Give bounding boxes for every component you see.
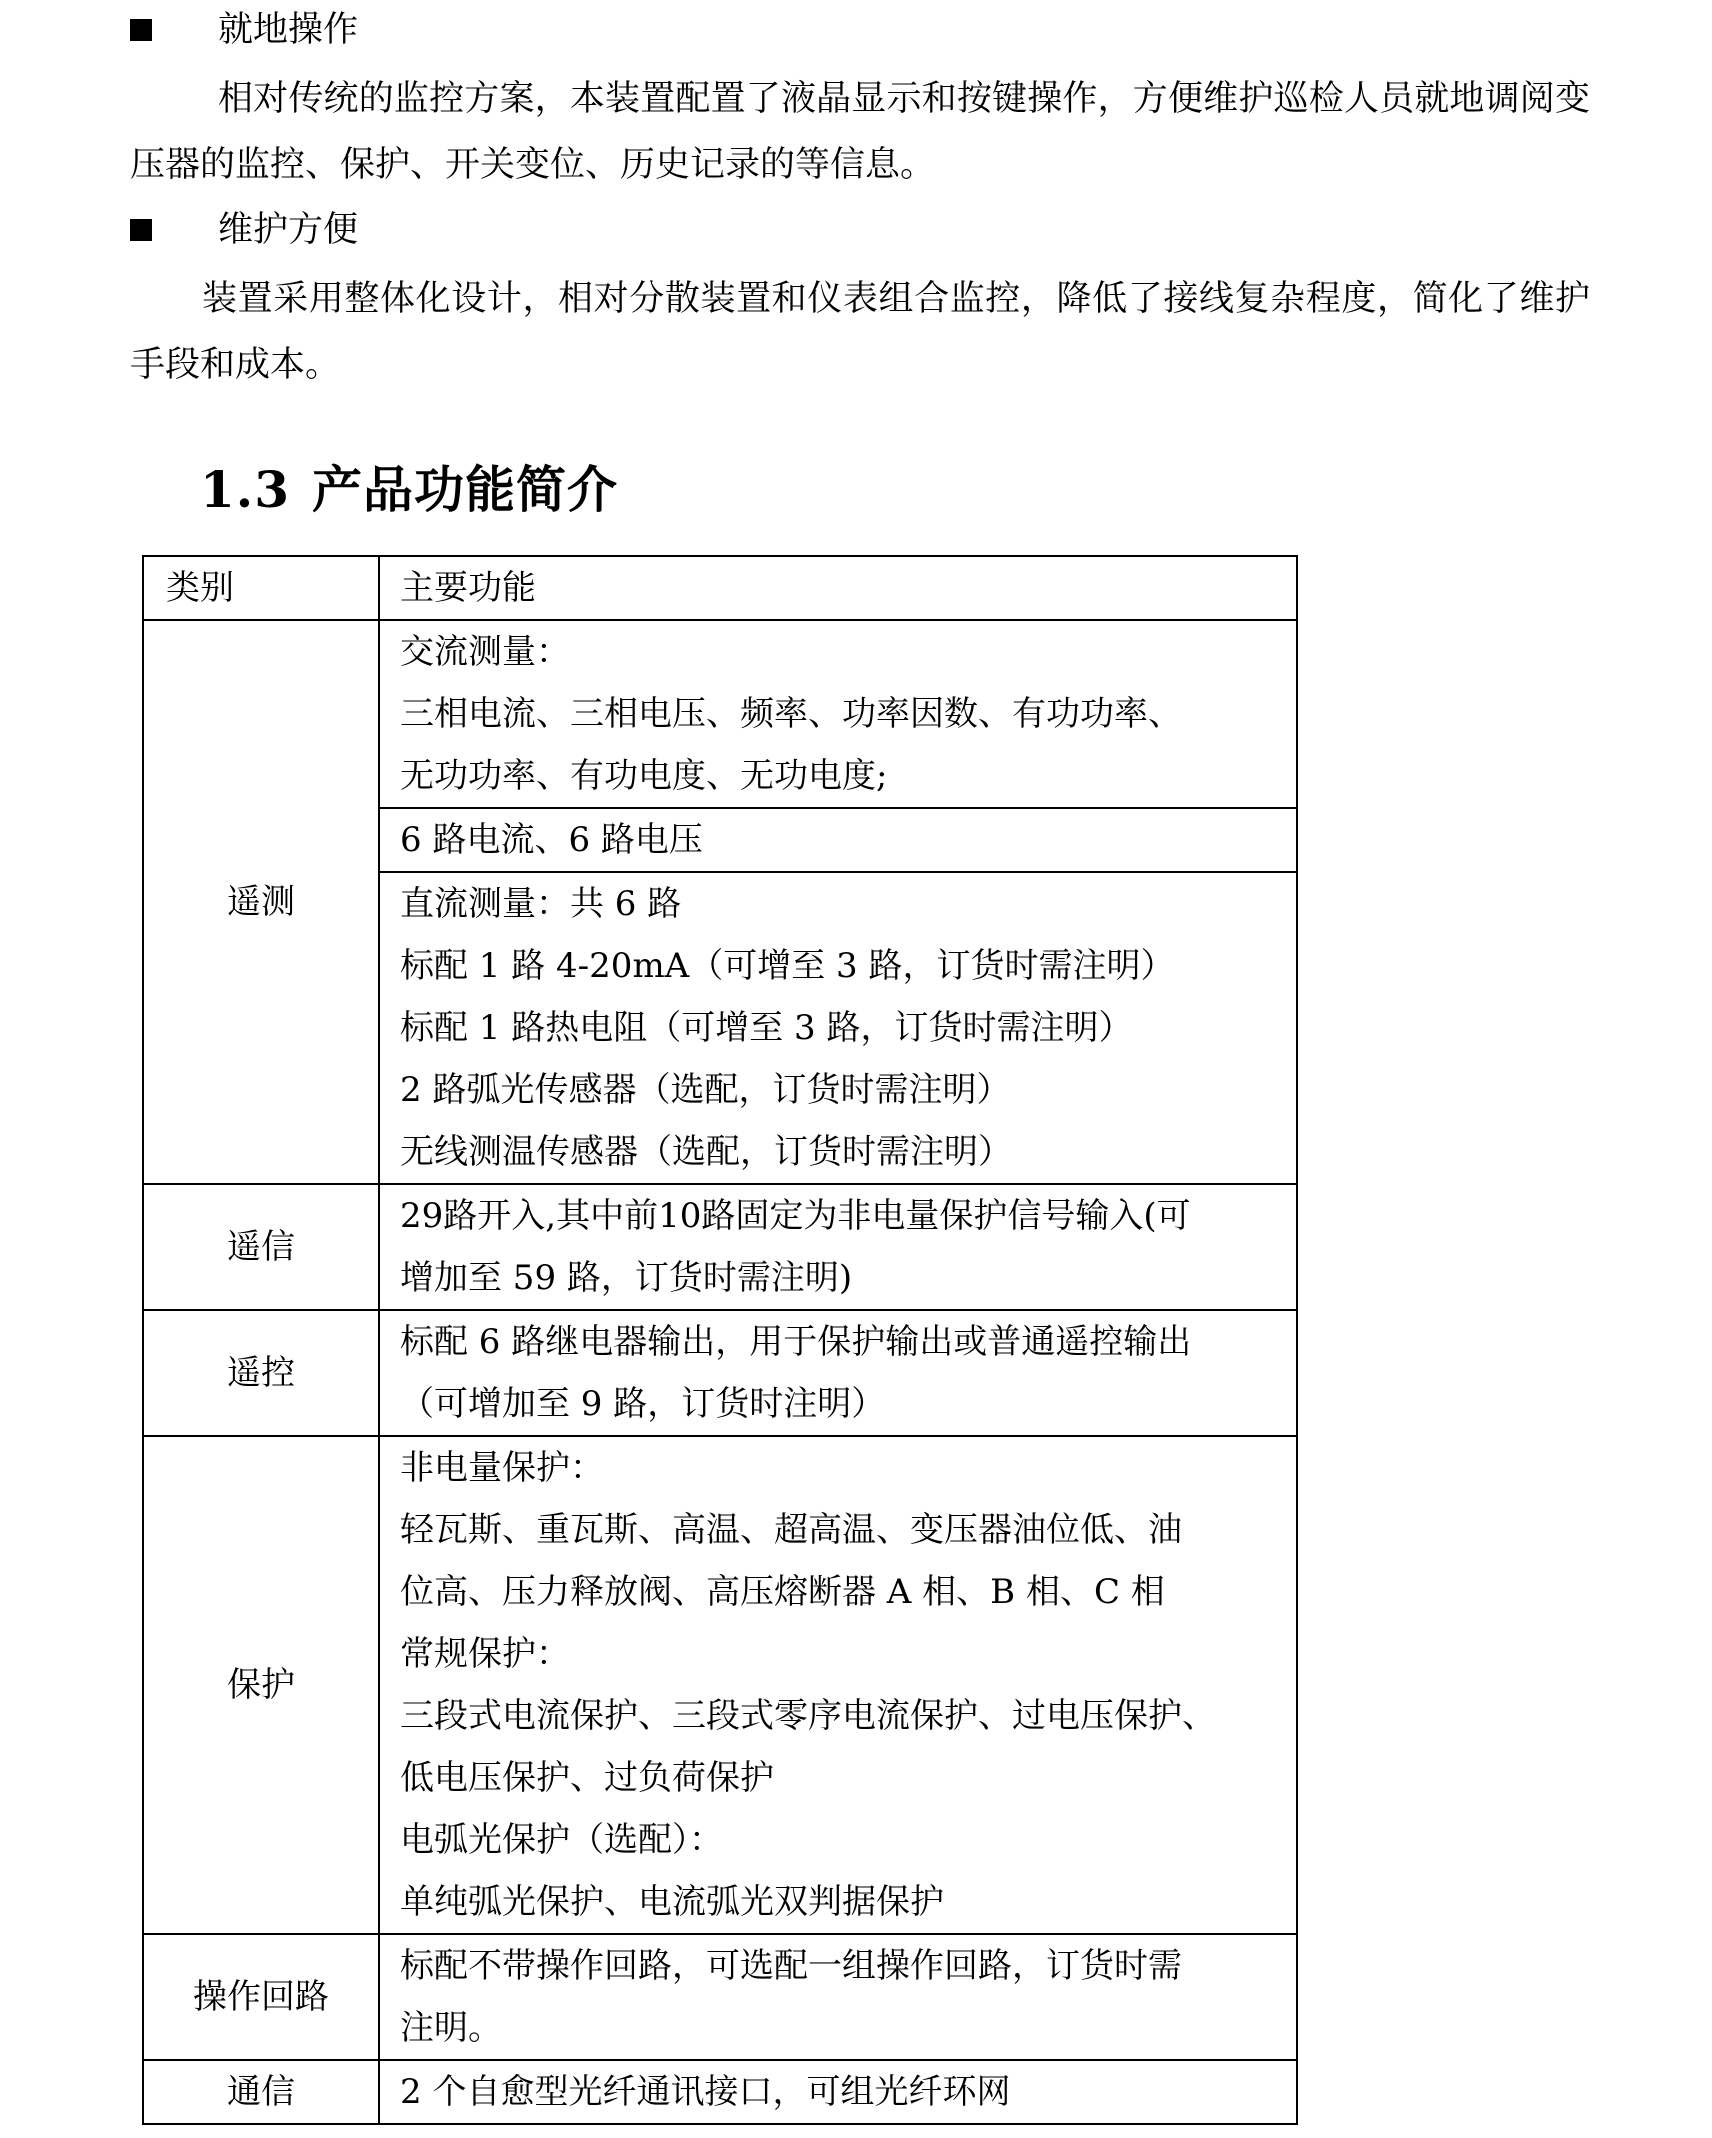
function-line: 标配 1 路热电阻（可增至 3 路，订货时需注明） — [400, 1008, 1133, 1048]
function-line: 注明。 — [400, 2008, 502, 2048]
bullet-heading-local-operation — [130, 2, 358, 58]
function-line: 6 路电流、6 路电压 — [400, 820, 703, 860]
function-line: 标配不带操作回路，可选配一组操作回路，订货时需 — [400, 1946, 1182, 1986]
header-function: 主要功能 — [379, 556, 1297, 620]
table-row — [143, 1184, 1297, 1310]
function-line: 2 路弧光传感器（选配，订货时需注明） — [400, 1070, 1011, 1110]
bullet-heading-text: 维护方便 — [218, 210, 359, 250]
function-line: 无线测温传感器（选配，订货时需注明） — [400, 1132, 1012, 1172]
category-cell: 通信 — [143, 2060, 379, 2124]
category-cell: 遥信 — [143, 1184, 379, 1310]
paragraph-easy-maintenance: 装置采用整体化设计，相对分散装置和仪表组合监控，降低了接线复杂程度，简化了维护手段和成本。 — [130, 279, 1590, 385]
function-cell — [379, 1934, 1297, 2060]
function-line: 无功功率、有功电度、无功电度; — [400, 756, 888, 796]
category-cell: 操作回路 — [143, 1934, 379, 2060]
table-row — [143, 620, 1297, 808]
function-cell — [379, 872, 1297, 1184]
function-line: 直流测量：共 6 路 — [400, 884, 682, 924]
category-cell: 遥测 — [143, 620, 379, 1184]
function-line: （可增加至 9 路，订货时注明） — [400, 1384, 886, 1424]
function-line: 非电量保护： — [400, 1448, 604, 1488]
function-cell — [379, 620, 1297, 808]
section-heading — [200, 455, 618, 525]
section-title: 产品功能简介 — [312, 460, 618, 519]
function-line: 常规保护： — [400, 1634, 570, 1674]
square-bullet-icon — [130, 19, 152, 41]
paragraph-local-operation: 相对传统的监控方案，本装置配置了液晶显示和按键操作，方便维护巡检人员就地调阅变压器的监控、保护、开关变位、历史记录的等信息。 — [130, 79, 1590, 185]
function-line: 三相电流、三相电压、频率、功率因数、有功功率、 — [400, 694, 1182, 734]
function-line: 标配 1 路 4-20mA（可增至 3 路，订货时需注明） — [400, 946, 1175, 986]
function-line: 单纯弧光保护、电流弧光双判据保护 — [400, 1882, 944, 1922]
table-row — [143, 2060, 1297, 2124]
function-cell — [379, 1436, 1297, 1934]
category-cell: 遥控 — [143, 1310, 379, 1436]
function-line: 轻瓦斯、重瓦斯、高温、超高温、变压器油位低、油 — [400, 1510, 1182, 1550]
table-header-row — [143, 556, 1297, 620]
function-line: 位高、压力释放阀、高压熔断器 A 相、B 相、C 相 — [400, 1572, 1165, 1612]
function-line: 2 个自愈型光纤通讯接口，可组光纤环网 — [400, 2072, 1011, 2112]
function-line: 三段式电流保护、三段式零序电流保护、过电压保护、 — [400, 1696, 1216, 1736]
function-line: 增加至 59 路，订货时需注明) — [400, 1258, 853, 1298]
square-bullet-icon — [130, 219, 152, 241]
bullet-heading-text: 就地操作 — [218, 10, 359, 50]
function-cell — [379, 2060, 1297, 2124]
table-row — [143, 1934, 1297, 2060]
header-category: 类别 — [143, 556, 379, 620]
function-line: 电弧光保护（选配）： — [400, 1820, 723, 1860]
product-function-table — [142, 555, 1298, 2125]
table-row — [143, 1436, 1297, 1934]
function-line: 29路开入,其中前10路固定为非电量保护信号输入(可 — [400, 1196, 1191, 1236]
function-cell — [379, 808, 1297, 872]
category-cell: 保护 — [143, 1436, 379, 1934]
function-line: 低电压保护、过负荷保护 — [400, 1758, 774, 1798]
bullet-heading-easy-maintenance — [130, 202, 358, 258]
function-line: 标配 6 路继电器输出，用于保护输出或普通遥控输出 — [400, 1322, 1192, 1362]
section-number: 1.3 — [200, 460, 290, 519]
function-cell — [379, 1184, 1297, 1310]
function-line: 交流测量： — [400, 632, 570, 672]
function-cell — [379, 1310, 1297, 1436]
table-row — [143, 1310, 1297, 1436]
